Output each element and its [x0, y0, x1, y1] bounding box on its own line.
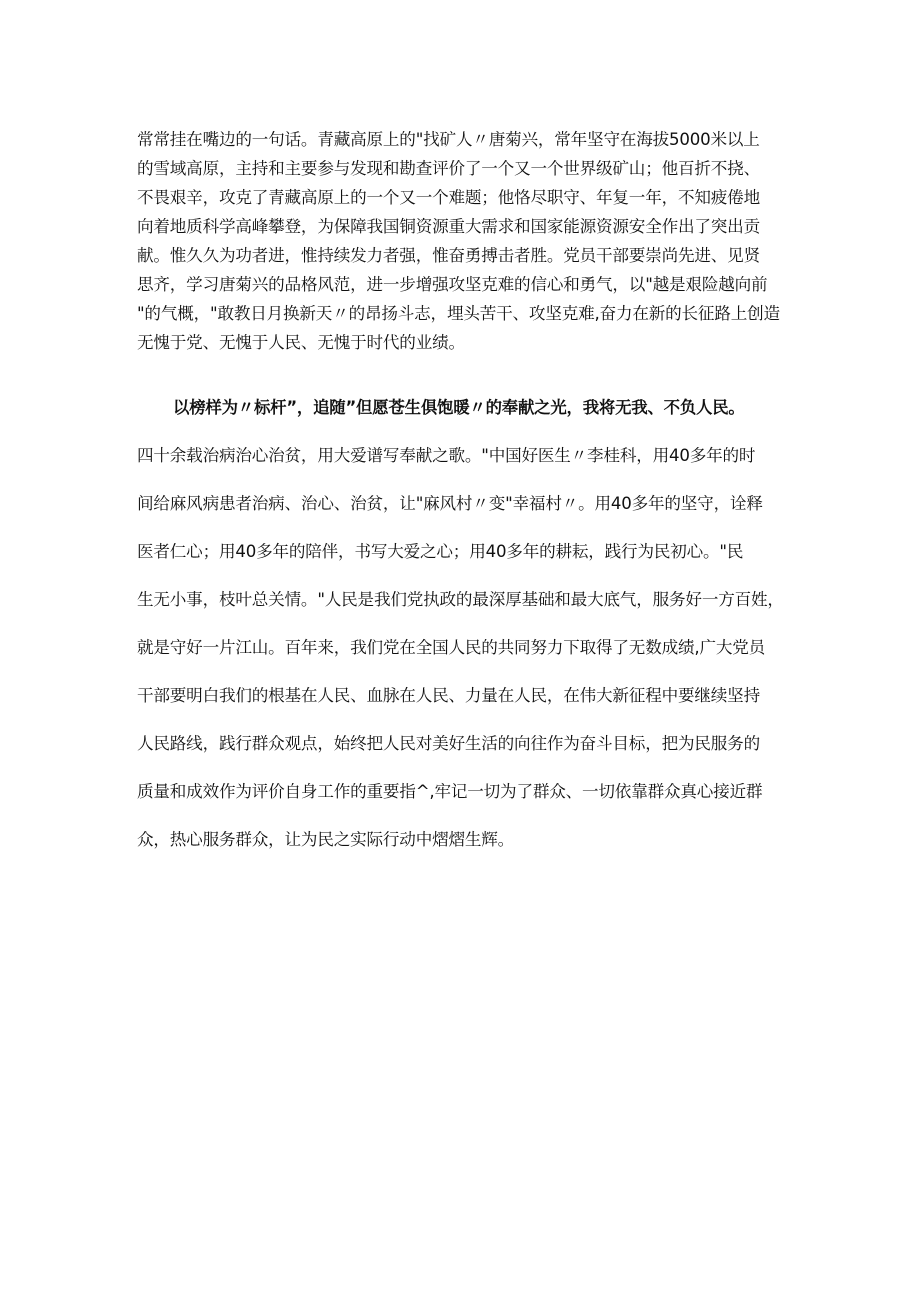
paragraph-1-line-4: 向着地质科学高峰攀登，为保障我国铜资源重大需求和国家能源资源安全作出了突出贡 [137, 217, 760, 236]
paragraph-1-line-1: 常常挂在嘴边的一句话。青藏高原上的"找矿人〃唐菊兴，常年坚守在海拔5000米以上 [137, 130, 760, 149]
paragraph-2-line-3: 医者仁心；用40多年的陪伴，书写大爱之心；用40多年的耕耘，践行为民初心。"民 [137, 542, 744, 561]
paragraph-1-line-2: 的雪域高原，主持和主要参与发现和勘查评价了一个又一个世界级矿山；他百折不挠、 [137, 159, 760, 178]
paragraph-2-line-8: 质量和成效作为评价自身工作的重要指^,牢记一切为了群众、一切依靠群众真心接近群 [137, 782, 763, 801]
paragraph-2-line-7: 人民路线，践行群众观点，始终把人民对美好生活的向往作为奋斗目标，把为民服务的 [137, 734, 760, 753]
paragraph-2-line-9: 众，热心服务群众，让为民之实际行动中熠熠生辉。 [137, 830, 515, 849]
paragraph-2-line-2: 间给麻风病患者治病、治心、治贫，让"麻风村〃变"幸福村〃。用40多年的坚守，诠释 [137, 494, 763, 513]
paragraph-1-line-7: "的气概，"敢教日月换新天〃的昂扬斗志，埋头苦干、攻坚克难,奋力在新的长征路上创造 [137, 304, 780, 323]
paragraph-2-line-6: 干部要明白我们的根基在人民、血脉在人民、力量在人民，在伟大新征程中要继续坚持 [137, 686, 760, 705]
paragraph-1-line-6: 思齐，学习唐菊兴的品格风范，进一步增强攻坚克难的信心和勇气，以"越是艰险越向前 [137, 275, 768, 294]
paragraph-1-line-8: 无愧于党、无愧于人民、无愧于时代的业绩。 [137, 333, 465, 352]
paragraph-1-line-5: 献。惟久久为功者进，惟持续发力者强，惟奋勇搏击者胜。党员干部要崇尚先进、见贤 [137, 246, 760, 265]
paragraph-2-line-1: 四十余载治病治心治贫，用大爱谱写奉献之歌。"中国好医生〃李桂科，用40多年的时 [137, 446, 756, 465]
paragraph-2-line-4: 生无小事，枝叶总关情。"人民是我们党执政的最深厚基础和最大底气，服务好一方百姓， [137, 590, 784, 609]
paragraph-1-line-3: 不畏艰辛，攻克了青藏高原上的一个又一个难题；他恪尽职守、年复一年，不知疲倦地 [137, 188, 760, 207]
paragraph-2-line-5: 就是守好一片江山。百年来，我们党在全国人民的共同努力下取得了无数成绩,广大党员 [137, 638, 766, 657]
section-heading: 以榜样为〃标杆”，追随”但愿苍生俱饱暖〃的奉献之光，我将无我、不负人民。 [173, 398, 745, 417]
